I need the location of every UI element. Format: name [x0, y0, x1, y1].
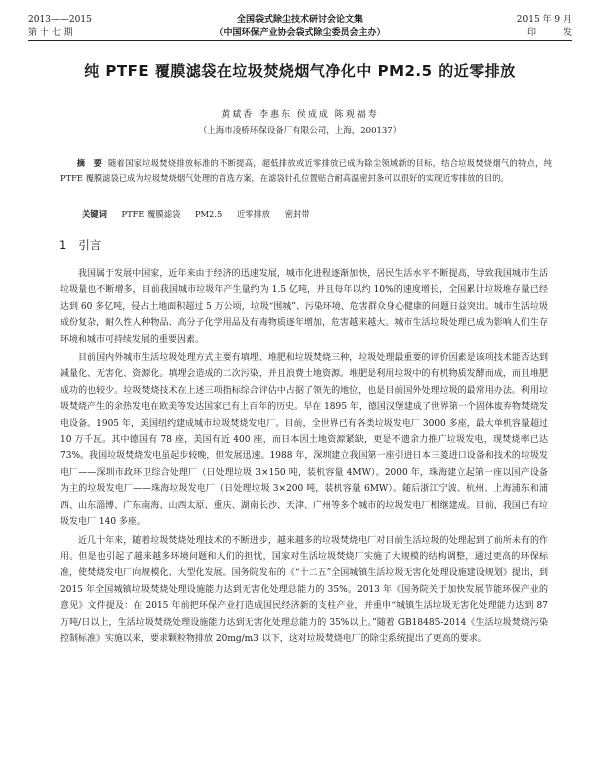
keyword: PTFE 覆膜滤袋: [121, 209, 181, 219]
header-years: 2013——2015: [28, 15, 92, 25]
paragraph: 目前国内外城市生活垃圾处理方式主要有填埋、堆肥和垃圾焚烧三种，垃圾处理最重要的评价因素是该项技术能否达到减量化、无害化、资源化。填埋会造成的二次污染，并且浪费土地资源。堆肥是利用垃圾中的有机物质发酵而成，而且堆肥成功的也较少。垃圾焚烧技术在上述三项指标综合评估中占据了领先的地位，也是目前国外处理垃圾的最常用办法。利用垃圾焚烧产生的余热发电在欧美等发达国家已有上百年的历史。早在 1895 年，德国汉堡建成了世界第一个固体废弃物焚烧发电设备。1905 年，美国纽约建成城市垃圾焚烧发电厂。目前，全世界已有各类垃圾发电厂 3000 多座，最大单机容量超过 10 万千瓦。其中德国有 78 座，美国有近 400 座，而日本因土地资源紧缺，更是不遗余力推广垃圾发电，现焚烧率已达 73%。我国垃圾焚烧发电虽起步较晚，但发展迅速。1988 年，深圳建立我国第一座引进日本三菱进口设备和技术的垃圾发电厂——深圳市政环卫综合处理厂（日处理垃圾 3×150 吨，装机容量 4MW）。2000 年，珠海建立起第一座以国产设备为主的垃圾发电厂——珠海垃圾发电厂（日处理垃圾 3×200 吨，装机容量 6MW）。随后浙江宁波、杭州、上海浦东和浦西、山东淄博、广东南海、山西太原、重庆、湖南长沙、天津、广州等多个城市的垃圾发电厂相继建成。目前，我国已有垃圾发电厂 140 多座。: [60, 353, 548, 528]
paragraph: 近几十年来，随着垃圾焚烧处理技术的不断进步，越来越多的垃圾焚烧电厂对目前生活垃圾的处理起到了前所未有的作用。但是也引起了越来越多环境问题和人们的担忧，国家对生活垃圾焚烧厂实施了大规模的结构调整，通过更高的环保标准，使焚烧发电厂向规模化、大型化发展。国务院发布的《“十二五”全国城镇生活垃圾无害化处理设施建设规划》提出，到 2015 年全国城镇垃圾焚烧处理设施能力达到无害化处理总能力的 35%。2013 年《国务院关于加快发展节能环保产业的意见》文件提及：在 2015 年前把环保产业打造成国民经济新的支柱产业，并重申“城镇生活垃圾无害化处理能力达到 87 万吨/日以上，生活垃圾焚烧处理设施能力达到无害化处理总能力的 35%以上。”随着 GB18485-2014《生活垃圾焚烧污染控制标准》实施以来，要求颗粒物排放 20mg/m3 以下，这对垃圾焚烧电厂的除尘系统提出了更高的要求。: [60, 535, 548, 644]
paragraph: 我国属于发展中国家，近年来由于经济的迅速发展，城市化进程逐渐加快，居民生活水平不断提高，导致我国城市生活垃圾量也不断增多，目前我国城市垃圾年产生量约为 1.5 亿吨，并且每年以约 10%的速度增长，全国累计垃圾堆存量已经达到 60 多亿吨，侵占土地面积超过 5 万公顷，垃圾“围城”、污染环境、危害群众身心健康的问题日益突出。城市生活垃圾成份复杂，耐久性人种物品、高分子化学用品及有毒物质逐年增加，危害越来越大。城市生活垃圾处理已成为影响人们生存环境和城市可持续发展的重要因素。: [60, 269, 548, 345]
keyword: 密封带: [284, 209, 310, 219]
header-organizer: （中国环保产业协会袋式除尘委员会主办）: [214, 28, 386, 38]
header-issue: 第 十 七 期: [28, 28, 73, 38]
article-authors: 黄斌香 李惠东 侯成成 陈观福寿: [221, 110, 379, 120]
abstract-text: 随着国家垃圾焚烧排放标准的不断提高，超低排放或近零排放已成为除尘领域新的目标，结合垃圾焚烧烟气的特点，纯 PTFE 覆膜滤袋已成为垃圾焚烧烟气处理的首选方案，在滤袋针孔位置贴合耐高温密封条可以很好的实现近零排放的目的。: [60, 158, 552, 183]
keywords-label: 关键词: [82, 209, 107, 219]
article-affiliation: （上海市凌桥环保设备厂有限公司，上海，200137）: [198, 126, 402, 136]
header-divider: [28, 40, 572, 41]
header-date: 2015 年 9 月: [516, 15, 572, 25]
running-header: [28, 14, 572, 42]
abstract: [60, 156, 552, 186]
keyword: 近零排放: [236, 209, 271, 219]
header-proceedings-title: 全国袋式除尘技术研讨会论文集: [236, 15, 363, 25]
section-title: 引言: [78, 238, 102, 252]
header-print: 印 发: [526, 28, 572, 38]
keyword: PM2.5: [194, 209, 223, 219]
keywords-line: [82, 208, 552, 220]
body-text: [60, 266, 548, 649]
section-number: 1: [59, 238, 67, 252]
section-heading: [59, 237, 101, 253]
abstract-label: 摘 要: [76, 158, 103, 168]
article-title: 纯 PTFE 覆膜滤袋在垃圾焚烧烟气净化中 PM2.5 的近零排放: [84, 62, 516, 80]
